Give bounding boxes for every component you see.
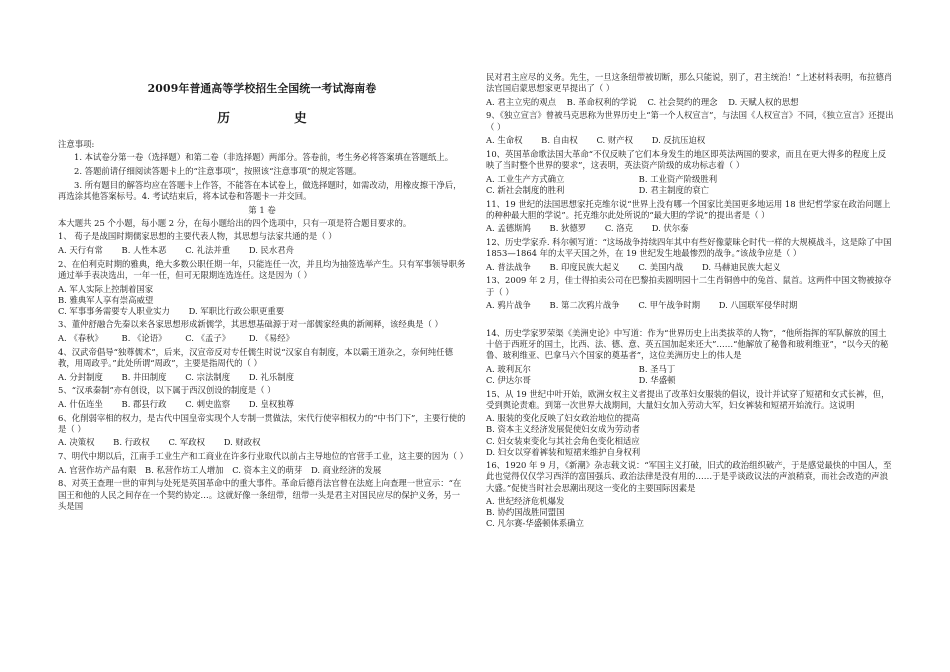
option-b: B. 资本主义经济发展促使妇女成为劳动者 bbox=[486, 424, 640, 435]
option-a: A. 世纪经济危机爆发 bbox=[486, 496, 565, 507]
option-row bbox=[486, 375, 894, 386]
option-a: A. 鸦片战争 bbox=[486, 300, 531, 311]
option-d: D. 马赫迪民族大起义 bbox=[701, 261, 781, 272]
option-d: D. 《易经》 bbox=[248, 333, 295, 344]
option-d: D. 八国联军侵华时期 bbox=[718, 300, 798, 311]
question-stem: 2、在伯利克时期的雅典，绝大多数公职任期一年，只能连任一次，并且均为抽签选举产生。只有军事领导职务通过举手表决选出，一年一任，但可无限期连选连任。这是因为（ ） bbox=[58, 258, 466, 280]
option-a: A. 分封制度 bbox=[58, 371, 103, 382]
subject-heading: 历 史 bbox=[217, 110, 337, 126]
right-column bbox=[486, 72, 894, 532]
question-stem: 15、从 19 世纪中叶开始，欧洲女权主义者提出了改革妇女服装的倡议，设计并试穿了短裙和女式长裤，但，受到舆论责难。到第一次世界大战期间，大量妇女加入劳动大军，妇女裤装和短裙开始流行。这说明 bbox=[486, 388, 890, 410]
answer-options bbox=[486, 413, 894, 457]
option-c: C. 礼法并重 bbox=[185, 245, 231, 256]
option-c: C. 宗法制度 bbox=[185, 371, 231, 382]
option-a: A. 服装的变化反映了妇女政治地位的提高 bbox=[486, 413, 640, 424]
left-column bbox=[58, 72, 466, 514]
option-c: C. 妇女装束变化与其社会角色变化相适应 bbox=[486, 435, 640, 446]
question-stem: 3、董仲舒融合先秦以来各家思想形成新儒学，其思想基础源于对一部儒家经典的新阐释，该经典是（ ） bbox=[58, 319, 443, 330]
option-c: C. 洛克 bbox=[604, 223, 634, 234]
question-stem: 13、2009 年 2 月，佳士得拍卖公司在巴黎拍卖圆明园十二生肖铜兽中的兔首、鼠首。这两件中国文物被掠夺于（ ） bbox=[486, 275, 892, 297]
option-b: B. 郡县行政 bbox=[121, 398, 167, 409]
option-b: B. 雅典军人享有崇高威望 bbox=[58, 294, 154, 305]
option-a: A. 决策权 bbox=[58, 437, 95, 448]
question-stem: 9、《独立宣言》曾被马克思称为世界历史上“第一个人权宣言”，与法国《人权宣言》不同，《独立宣言》还提出（ ） bbox=[486, 110, 894, 132]
option-b: B. 圣马丁 bbox=[638, 363, 676, 374]
option-a: A. 君主立宪的观点 bbox=[486, 96, 556, 107]
option-d: D. 君主制度的衰亡 bbox=[638, 184, 710, 195]
answer-options bbox=[486, 364, 894, 386]
option-d: D. 商业经济的发展 bbox=[310, 464, 382, 475]
answer-options bbox=[486, 97, 894, 108]
section-heading: 第 1 卷 bbox=[248, 204, 276, 215]
section-intro: 本大题共 25 个小题，每小题 2 分，在每小题给出的四个选项中，只有一项是符合题目要求的。 bbox=[58, 217, 412, 228]
option-d: D. 天赋人权的思想 bbox=[728, 96, 799, 107]
option-d: D. 军职比行政公职更重要 bbox=[188, 305, 285, 316]
option-d: D. 皇权独尊 bbox=[248, 398, 295, 409]
notice-item-2: 2. 答题前请仔细阅读答题卡上的“注意事项”，按照该“注意事项”的规定答题。 bbox=[74, 166, 362, 177]
option-c-d bbox=[58, 306, 466, 317]
option-b: B. 自由权 bbox=[541, 135, 578, 146]
option-b: B. 协约国战胜同盟国 bbox=[486, 507, 565, 518]
option-a: A. 玻利瓦尔 bbox=[486, 363, 531, 374]
option-b: B. 第二次鸦片战争 bbox=[549, 300, 620, 311]
option-d: D. 妇女以穿着裤装和短裙来维护自身权利 bbox=[486, 446, 641, 457]
question-stem: 8、对英王查理一世的审判与处死是英国革命中的重大事件。革命后德肖法官曾在法庭上向查理一世宣示：“在国王和他的人民之间存在一个契约协定…。这就好像一条纽带，纽带一头是君主对国民应尽的保护义务，另一头是国 bbox=[58, 478, 462, 511]
question-stem: 1、 荀子是战国时期儒家思想的主要代表人物，其思想与法家共通的是（ ） bbox=[58, 231, 337, 242]
option-c: C. 凡尔赛-华盛顿体系确立 bbox=[486, 518, 585, 529]
option-a: A. 天行有常 bbox=[58, 245, 103, 256]
option-a: A. 官营作坊产品有限 bbox=[58, 464, 137, 475]
question-stem: 7、明代中期以后，江南手工业生产和工商业在许多行业取代以前占主导地位的官营手工业，这主要的因为（ ） bbox=[58, 451, 468, 462]
question-stem: 12、历史学家乔. 科尔顿写道：“这场战争持续四年其中有些好像蒙昧仑时代一样的大规模战斗，这是除了中国 1853—1864 年的太平天国之外，在 19 世纪发生地最惨烈的战争。”该战争应是（ ） bbox=[486, 236, 892, 259]
option-a: A. 军人实际上控制着国家 bbox=[58, 283, 154, 294]
option-b: B. 私营作坊工人增加 bbox=[145, 464, 224, 475]
option-d: D. 礼乐制度 bbox=[248, 371, 295, 382]
option-b: B. 人性本恶 bbox=[121, 245, 167, 256]
option-b: B. 工业资产阶级胜利 bbox=[638, 173, 718, 184]
option-b: B. 井田制度 bbox=[121, 371, 167, 382]
option-d: D. 民水君舟 bbox=[248, 245, 295, 256]
answer-options bbox=[58, 437, 466, 448]
option-c: C. 甲午战争时期 bbox=[638, 300, 701, 311]
option-a: A. 普法战争 bbox=[486, 261, 531, 272]
option-b: B. 行政权 bbox=[113, 437, 150, 448]
option-d: D. 华盛顿 bbox=[638, 374, 676, 385]
option-c: C. 军政权 bbox=[168, 437, 206, 448]
option-row bbox=[486, 364, 894, 375]
answer-options bbox=[486, 174, 894, 196]
answer-options bbox=[486, 262, 894, 273]
option-a: A. 《春秋》 bbox=[58, 333, 103, 344]
option-b: B. 《论语》 bbox=[121, 333, 167, 344]
option-a: A. 工业生产方式确立 bbox=[486, 173, 565, 184]
answer-options bbox=[58, 284, 466, 317]
option-c: C. 刺史监察 bbox=[185, 398, 231, 409]
option-b: B. 狄德罗 bbox=[549, 223, 587, 234]
option-c: C. 财产权 bbox=[596, 135, 634, 146]
option-c: C. 美国内战 bbox=[638, 261, 684, 272]
answer-options bbox=[58, 372, 466, 383]
answer-options bbox=[486, 135, 894, 146]
option-a: A. 生命权 bbox=[486, 135, 523, 146]
exam-title: 2009年普通高等学校招生全国统一考试海南卷 bbox=[147, 82, 377, 95]
spacer bbox=[486, 314, 894, 328]
answer-options bbox=[486, 496, 894, 529]
option-row bbox=[486, 185, 894, 196]
option-d: D. 反抗压迫权 bbox=[651, 135, 706, 146]
option-a: A. 什伍连坐 bbox=[58, 398, 103, 409]
notice-heading: 注意事项: bbox=[58, 138, 95, 149]
question-stem: 5、“汉承秦制”亦有创设，以下属于西汉创设的制度是（ ） bbox=[58, 385, 276, 396]
option-c: C. 社会契约的理念 bbox=[647, 96, 718, 107]
question-stem: 14、历史学家罗荣渠《美洲史论》中写道：作为“世界历史上出类拔萃的人物”，“他所指挥的军队解放的国土十倍于西班牙的国土，比西、法、德、意、英五国加起来还大”……“他解放了秘鲁和玻利维亚”，“以今天的秘鲁、玻利维亚、巴拿马六个国家的奠基者”，这位美洲历史上的伟人是 bbox=[486, 327, 889, 361]
question-stem: 10、英国革命歌法国大革命“不仅反映了它们本身发生的地区即英法两国的要求，而且在更大得多的程度上反映了当时整个世界的要求”，这表明，英法资产阶级的成功标志着（ ） bbox=[486, 148, 887, 171]
option-c: C. 军事事务需要专人职业实力 bbox=[58, 305, 170, 316]
option-a: A. 孟德斯鸠 bbox=[486, 223, 531, 234]
option-c: C. 资本主义的萌芽 bbox=[232, 464, 303, 475]
option-b: B. 革命权利的学说 bbox=[566, 96, 637, 107]
question-stem: 4、汉武帝倡导“独尊儒术”，后来，汉宣帝反对专任儒生时说“汉家自有制度，本以霸王道杂之，奈何纯任德教，用周政乎。”此处所谓“周政”，主要是指周代的（ ） bbox=[58, 346, 454, 368]
option-b: B. 印度民族大起义 bbox=[549, 261, 620, 272]
question-stem: 16、1920 年 9 月，《新潮》杂志载文说：“军国主义打破，旧式的政治组织破产，于是感觉最快的中国人，至此也觉得仅仅学习西洋的富国强兵、政治法律是没有用的……于是乎谈政议法的声浪稍衰，而社会改造的声浪大盛。”促使当时社会思潮出现这一变化的主要国际因素是 bbox=[486, 460, 892, 493]
answer-options bbox=[58, 465, 466, 476]
question-stem: 6、化削弱宰相的权力，是古代中国皇帝实现个人专制一贯做法，宋代行使宰相权力的“中书门下”，主要行使的是（ ） bbox=[58, 412, 466, 434]
option-d: D. 财政权 bbox=[223, 437, 261, 448]
answer-options bbox=[58, 399, 466, 410]
answer-options bbox=[58, 245, 466, 256]
option-c: C. 新社会制度的胜利 bbox=[486, 184, 565, 195]
option-d: D. 伏尔泰 bbox=[651, 223, 689, 234]
notice-item-3: 3. 所有题目的解答均应在答题卡上作答，不能答在本试卷上，做选择题时，如需改动，用橡皮擦干净后，再选涂其他答案标号。4. 考试结束后，将本试卷和答题卡一并交回。 bbox=[58, 179, 462, 201]
question-stem: 民对君主应尽的义务。先生，一旦这条纽带被切断，那么只能说，别了，君主统治！”上述材料表明，布拉德肖法官国启蒙思想家更早提出了（ ） bbox=[486, 72, 893, 94]
answer-options bbox=[486, 223, 894, 234]
option-c: C. 《孟子》 bbox=[185, 333, 231, 344]
answer-options bbox=[58, 333, 466, 344]
question-stem: 11、19 世纪的法国思想家托克维尔说“世界上没有哪一个国家比美国更多地运用 18 世纪哲学家在政治问题上的种种最大胆的学说”。托克维尔此处所说的“最大胆的学说”的提出者是（ ） bbox=[486, 198, 891, 220]
answer-options bbox=[486, 300, 894, 311]
option-row bbox=[486, 174, 894, 185]
option-c: C. 伊达尔哥 bbox=[486, 374, 531, 385]
notice-item-1: 1. 本试卷分第一卷（选择题）和第二卷（非选择题）两部分。答卷前，考生务必将答案填在答题纸上。 bbox=[74, 152, 454, 163]
